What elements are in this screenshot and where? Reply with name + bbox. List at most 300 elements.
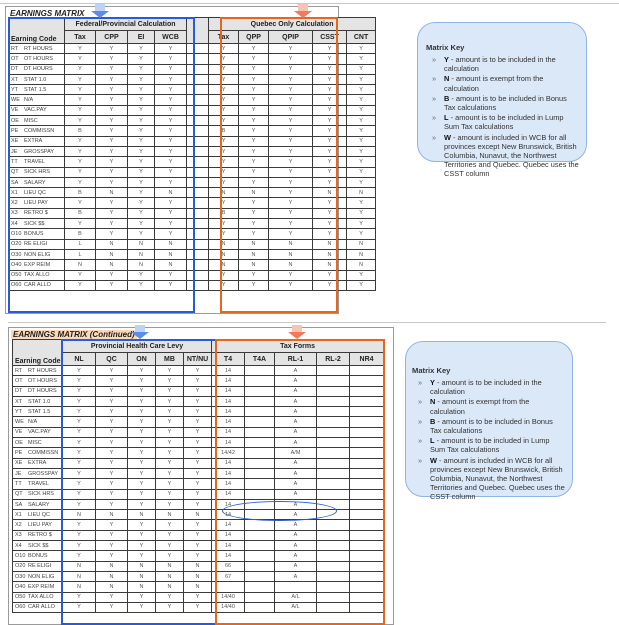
matrix-value-cell: Y — [347, 95, 376, 105]
matrix-key-code: N — [444, 74, 450, 84]
matrix-value-cell — [245, 386, 275, 396]
matrix-value-cell — [245, 520, 275, 530]
matrix-value-cell: A — [275, 561, 317, 571]
matrix-value-cell: Y — [155, 74, 187, 84]
matrix-value-cell: N — [269, 239, 313, 249]
matrix-value-cell: A — [275, 520, 317, 530]
matrix-value-cell: Y — [128, 438, 156, 448]
matrix-value-cell: A/L — [275, 602, 317, 612]
earnings-matrix-title: EARNINGS MATRIX — [10, 9, 85, 18]
earning-code-cell — [9, 85, 65, 95]
matrix-value-cell: Y — [128, 280, 155, 290]
matrix-value-cell: Y — [156, 468, 184, 478]
matrix-value-cell: Y — [128, 541, 156, 551]
earning-name: RETRO $ — [24, 210, 48, 217]
matrix-value-cell: Y — [184, 386, 212, 396]
matrix-value-cell — [245, 582, 275, 592]
matrix-value-cell: Y — [96, 530, 128, 540]
matrix-value-cell — [350, 417, 384, 427]
matrix-value-cell: Y — [65, 95, 96, 105]
matrix-value-cell: N — [209, 188, 239, 198]
earning-code: SA — [11, 179, 19, 186]
earning-code: PE — [15, 450, 23, 457]
separator-cell — [187, 44, 209, 54]
matrix-value-cell: Y — [347, 85, 376, 95]
table-row — [9, 260, 376, 270]
matrix-value-cell: Y — [96, 270, 128, 280]
matrix-key-list — [426, 55, 580, 179]
matrix-value-cell: Y — [128, 479, 156, 489]
earning-code-cell — [13, 592, 63, 602]
matrix-value-cell: N — [128, 582, 156, 592]
matrix-value-cell — [245, 448, 275, 458]
earning-code: X1 — [11, 189, 18, 196]
matrix-value-cell: Y — [96, 541, 128, 551]
separator-cell — [187, 157, 209, 167]
table-row — [13, 407, 384, 417]
table-row — [13, 541, 384, 551]
matrix-value-cell: Y — [96, 407, 128, 417]
matrix-value-cell: N — [184, 582, 212, 592]
matrix-value-cell: Y — [156, 396, 184, 406]
earning-code-cell — [9, 64, 65, 74]
matrix-value-cell: 14 — [212, 376, 245, 386]
matrix-value-cell — [350, 541, 384, 551]
earning-code: O10 — [11, 230, 22, 237]
matrix-value-cell: Y — [96, 479, 128, 489]
matrix-value-cell: Y — [128, 74, 155, 84]
matrix-value-cell: Y — [65, 177, 96, 187]
table-row — [13, 571, 384, 581]
matrix-value-cell: N — [96, 582, 128, 592]
matrix-value-cell: Y — [63, 366, 96, 376]
matrix-value-cell: Y — [209, 85, 239, 95]
matrix-value-cell: A — [275, 376, 317, 386]
matrix-value-cell — [245, 417, 275, 427]
earning-code-cell — [9, 280, 65, 290]
matrix-value-cell: N — [96, 571, 128, 581]
matrix-value-cell — [350, 592, 384, 602]
matrix-value-cell: Y — [128, 208, 155, 218]
matrix-value-cell: Y — [63, 438, 96, 448]
matrix-value-cell: Y — [128, 468, 156, 478]
earning-code-cell — [13, 520, 63, 530]
earning-code: VE — [11, 107, 19, 114]
matrix-value-cell — [317, 376, 350, 386]
matrix-value-cell: Y — [269, 146, 313, 156]
matrix-value-cell: Y — [96, 427, 128, 437]
earning-code-cell — [13, 386, 63, 396]
matrix-value-cell: Y — [184, 479, 212, 489]
matrix-value-cell: Y — [65, 136, 96, 146]
earning-code: O50 — [11, 272, 22, 279]
matrix-value-cell: Y — [96, 198, 128, 208]
matrix-value-cell: Y — [96, 44, 128, 54]
matrix-value-cell: Y — [155, 116, 187, 126]
matrix-value-cell: Y — [239, 198, 269, 208]
earning-code: OE — [11, 117, 19, 124]
matrix-value-cell: Y — [269, 74, 313, 84]
matrix-value-cell — [350, 366, 384, 376]
matrix-value-cell: Y — [63, 520, 96, 530]
matrix-value-cell — [350, 438, 384, 448]
earning-name: STAT 1.5 — [28, 408, 51, 415]
matrix-value-cell: Y — [184, 602, 212, 612]
matrix-value-cell — [245, 479, 275, 489]
matrix-value-cell: 14 — [212, 551, 245, 561]
matrix-key-description: - amount is to be included in Lump Sum Tax calculations — [430, 436, 550, 455]
earning-code: QT — [15, 491, 23, 498]
earning-code: X1 — [15, 511, 22, 518]
table-row — [9, 64, 376, 74]
earning-name: RE ELIGI — [24, 241, 48, 248]
matrix-value-cell: Y — [209, 74, 239, 84]
earning-code-cell — [9, 157, 65, 167]
matrix-value-cell: 14 — [212, 458, 245, 468]
earning-name: GROSSPAY — [28, 470, 59, 477]
earning-name: SICK HRS — [24, 169, 50, 176]
matrix-value-cell: Y — [209, 167, 239, 177]
matrix-value-cell: Y — [156, 520, 184, 530]
matrix-value-cell — [212, 582, 245, 592]
matrix-key-code: L — [430, 436, 435, 446]
matrix-value-cell: Y — [156, 489, 184, 499]
matrix-value-cell — [317, 448, 350, 458]
matrix-value-cell: A — [275, 530, 317, 540]
table-row — [9, 208, 376, 218]
matrix-value-cell: Y — [184, 396, 212, 406]
matrix-key-code: Y — [444, 55, 449, 64]
matrix-value-cell — [317, 541, 350, 551]
earning-name: TRAVEL — [28, 480, 49, 487]
matrix-value-cell: Y — [239, 126, 269, 136]
earning-name: MISC — [24, 117, 38, 124]
matrix-value-cell: Y — [269, 116, 313, 126]
matrix-value-cell: Y — [96, 489, 128, 499]
earning-code-cell — [9, 239, 65, 249]
matrix-value-cell — [275, 582, 317, 592]
earning-name: EXP REIM — [28, 583, 55, 590]
matrix-value-cell: Y — [128, 157, 155, 167]
matrix-value-cell: Y — [155, 157, 187, 167]
table-row — [9, 54, 376, 64]
matrix-value-cell: Y — [156, 376, 184, 386]
earning-code: XE — [11, 138, 19, 145]
earning-code: TT — [15, 480, 22, 487]
matrix-key-box-2 — [405, 341, 573, 502]
matrix-value-cell: A — [275, 417, 317, 427]
matrix-key-description: - amount is to be included in Bonus Tax calculations — [444, 93, 567, 113]
matrix-value-cell: Y — [128, 116, 155, 126]
section-divider — [8, 322, 606, 323]
table-row — [9, 136, 376, 146]
separator-cell — [187, 280, 209, 290]
matrix-value-cell: Y — [96, 458, 128, 468]
matrix-value-cell — [350, 499, 384, 509]
matrix-key-description: - amount is to be included in the calculation — [444, 55, 556, 74]
earning-code: X2 — [11, 200, 18, 207]
bullet-icon: » — [418, 455, 423, 465]
matrix-value-cell: Y — [239, 167, 269, 177]
matrix-key-item — [412, 436, 566, 454]
matrix-value-cell: Y — [313, 44, 347, 54]
matrix-value-cell: Y — [209, 136, 239, 146]
matrix-value-cell: Y — [96, 386, 128, 396]
matrix-value-cell: Y — [96, 146, 128, 156]
table-row — [9, 95, 376, 105]
table-row — [9, 116, 376, 126]
earning-name: EXP REIM — [24, 261, 51, 268]
table-row — [13, 396, 384, 406]
matrix-value-cell: N — [155, 260, 187, 270]
matrix-value-cell: Y — [128, 386, 156, 396]
matrix-value-cell — [350, 458, 384, 468]
matrix-value-cell: Y — [156, 499, 184, 509]
table-row — [9, 85, 376, 95]
matrix-value-cell: 14 — [212, 407, 245, 417]
matrix-value-cell: N — [96, 249, 128, 259]
column-header-csst: CSST — [313, 31, 347, 44]
earning-code: JE — [11, 148, 18, 155]
earning-name: RT HOURS — [24, 45, 53, 52]
matrix-value-cell: N — [239, 249, 269, 259]
separator-cell — [187, 177, 209, 187]
matrix-value-cell — [350, 376, 384, 386]
earning-name: STAT 1.0 — [24, 76, 47, 83]
matrix-value-cell: Y — [65, 44, 96, 54]
earning-code-cell — [9, 74, 65, 84]
earning-name: LIEU QC — [24, 189, 47, 196]
bullet-icon: » — [432, 55, 437, 64]
matrix-value-cell — [245, 407, 275, 417]
matrix-value-cell: Y — [184, 448, 212, 458]
matrix-value-cell: Y — [96, 551, 128, 561]
table-row — [13, 520, 384, 530]
matrix-value-cell: Y — [209, 44, 239, 54]
separator-cell — [187, 249, 209, 259]
matrix-value-cell: A — [275, 468, 317, 478]
matrix-value-cell: Y — [209, 146, 239, 156]
matrix-value-cell: Y — [96, 54, 128, 64]
matrix-value-cell: Y — [96, 208, 128, 218]
matrix-value-cell: N — [209, 260, 239, 270]
matrix-value-cell: N — [313, 260, 347, 270]
matrix-value-cell: Y — [269, 280, 313, 290]
matrix-key-code: N — [430, 397, 436, 407]
matrix-value-cell: Y — [155, 64, 187, 74]
matrix-value-cell: Y — [63, 468, 96, 478]
matrix-value-cell: B — [65, 229, 96, 239]
matrix-value-cell: A — [275, 407, 317, 417]
earning-code: X2 — [15, 522, 22, 529]
table-row — [13, 602, 384, 612]
matrix-value-cell: Y — [184, 438, 212, 448]
table-row — [13, 479, 384, 489]
matrix-value-cell: Y — [156, 602, 184, 612]
matrix-value-cell: Y — [313, 177, 347, 187]
bullet-icon: » — [418, 416, 423, 426]
matrix-value-cell: Y — [269, 177, 313, 187]
matrix-value-cell: Y — [96, 229, 128, 239]
quebec-group-header: Quebec Only Calculation — [209, 18, 376, 31]
matrix-value-cell: Y — [156, 417, 184, 427]
table-row — [13, 582, 384, 592]
matrix-value-cell: Y — [96, 520, 128, 530]
matrix-value-cell: Y — [269, 44, 313, 54]
earning-code-cell — [9, 105, 65, 115]
earnings-matrix-continued-table — [12, 339, 384, 613]
matrix-value-cell — [350, 448, 384, 458]
matrix-value-cell: Y — [128, 95, 155, 105]
matrix-value-cell: A — [275, 386, 317, 396]
matrix-value-cell: Y — [128, 530, 156, 540]
matrix-value-cell: Y — [155, 126, 187, 136]
matrix-value-cell: Y — [313, 219, 347, 229]
matrix-key-item — [426, 74, 580, 92]
matrix-value-cell: Y — [239, 85, 269, 95]
matrix-value-cell: N — [209, 239, 239, 249]
matrix-key-description: - amount is to be included in the calculation — [430, 378, 542, 397]
matrix-value-cell: Y — [128, 499, 156, 509]
matrix-value-cell: Y — [209, 54, 239, 64]
earning-code: X4 — [15, 542, 22, 549]
federal-group-header: Federal/Provincial Calculation — [65, 18, 187, 31]
matrix-value-cell: Y — [155, 85, 187, 95]
matrix-value-cell: Y — [65, 146, 96, 156]
earning-name: RT HOURS — [28, 367, 57, 374]
matrix-value-cell — [245, 468, 275, 478]
matrix-key-description: - amount is to be included in Bonus Tax calculations — [430, 416, 553, 436]
matrix-value-cell: Y — [65, 198, 96, 208]
earning-code: WE — [15, 419, 24, 426]
matrix-value-cell: Y — [209, 270, 239, 280]
earning-code: X3 — [15, 532, 22, 539]
matrix-value-cell: Y — [313, 208, 347, 218]
earning-code: O50 — [15, 594, 26, 601]
separator-cell — [187, 116, 209, 126]
earning-code: XT — [15, 398, 23, 405]
matrix-value-cell — [350, 520, 384, 530]
matrix-value-cell: Y — [96, 592, 128, 602]
matrix-value-cell — [245, 510, 275, 520]
matrix-value-cell — [317, 499, 350, 509]
earning-name: SICK $$ — [24, 220, 45, 227]
matrix-value-cell: Y — [128, 427, 156, 437]
table-row — [13, 386, 384, 396]
earning-code-cell — [13, 468, 63, 478]
separator-cell — [187, 64, 209, 74]
matrix-value-cell: Y — [269, 95, 313, 105]
matrix-value-cell: Y — [239, 146, 269, 156]
continued-title-suffix: (Continued) — [89, 330, 135, 339]
table-row — [9, 167, 376, 177]
matrix-value-cell: 14 — [212, 510, 245, 520]
matrix-value-cell: A — [275, 541, 317, 551]
column-header-mb: MB — [156, 353, 184, 366]
matrix-value-cell: A/L — [275, 592, 317, 602]
matrix-value-cell: A — [275, 489, 317, 499]
earning-code: TT — [11, 158, 18, 165]
matrix-value-cell: N — [239, 239, 269, 249]
matrix-value-cell: B — [209, 126, 239, 136]
matrix-value-cell: Y — [155, 167, 187, 177]
matrix-key-item — [412, 456, 566, 502]
matrix-value-cell: Y — [128, 136, 155, 146]
matrix-value-cell — [317, 417, 350, 427]
matrix-value-cell: Y — [209, 280, 239, 290]
earning-name: TAX ALLO — [28, 594, 54, 601]
matrix-value-cell: Y — [128, 270, 155, 280]
matrix-value-cell: Y — [239, 44, 269, 54]
matrix-value-cell: Y — [184, 551, 212, 561]
matrix-value-cell — [245, 489, 275, 499]
matrix-value-cell: Y — [269, 85, 313, 95]
matrix-value-cell: B — [65, 188, 96, 198]
earning-code-cell — [13, 427, 63, 437]
matrix-value-cell — [245, 530, 275, 540]
earning-code-cell — [13, 458, 63, 468]
earning-code: O20 — [15, 563, 26, 570]
matrix-value-cell: Y — [65, 167, 96, 177]
matrix-value-cell: Y — [347, 44, 376, 54]
matrix-value-cell: Y — [63, 479, 96, 489]
matrix-value-cell: Y — [96, 219, 128, 229]
matrix-value-cell: N — [128, 239, 155, 249]
matrix-value-cell — [317, 551, 350, 561]
column-header-tax: Tax — [65, 31, 96, 44]
matrix-value-cell — [317, 489, 350, 499]
matrix-value-cell: Y — [347, 208, 376, 218]
matrix-value-cell: Y — [184, 530, 212, 540]
earning-code-cell — [13, 407, 63, 417]
earning-code-cell — [9, 208, 65, 218]
matrix-value-cell — [245, 602, 275, 612]
matrix-key-code: W — [444, 132, 451, 142]
earning-code: O40 — [15, 583, 26, 590]
matrix-value-cell: Y — [156, 366, 184, 376]
matrix-value-cell: Y — [313, 95, 347, 105]
matrix-value-cell: Y — [209, 116, 239, 126]
matrix-value-cell: Y — [155, 270, 187, 280]
earning-code-cell — [13, 582, 63, 592]
separator-cell — [187, 270, 209, 280]
earning-name: SALARY — [24, 179, 46, 186]
matrix-value-cell: Y — [63, 376, 96, 386]
matrix-value-cell: Y — [128, 407, 156, 417]
matrix-key-item — [426, 133, 580, 179]
matrix-key-code: B — [430, 416, 436, 426]
earning-name: VAC.PAY — [24, 107, 47, 114]
matrix-value-cell: Y — [269, 105, 313, 115]
earning-code-cell — [9, 188, 65, 198]
matrix-key-box — [417, 22, 587, 179]
matrix-value-cell: Y — [65, 105, 96, 115]
earning-code-cell — [13, 417, 63, 427]
matrix-key-item — [412, 378, 566, 396]
column-header-cpp: CPP — [96, 31, 128, 44]
table-row — [13, 448, 384, 458]
matrix-value-cell: N — [347, 249, 376, 259]
matrix-key-item — [412, 397, 566, 415]
matrix-value-cell: Y — [155, 280, 187, 290]
column-header-tax: Tax — [209, 31, 239, 44]
column-header-t4a: T4A — [245, 353, 275, 366]
earning-code: YT — [11, 86, 19, 93]
matrix-value-cell: Y — [209, 219, 239, 229]
matrix-value-cell: N — [63, 571, 96, 581]
matrix-value-cell: Y — [313, 229, 347, 239]
matrix-value-cell — [350, 479, 384, 489]
